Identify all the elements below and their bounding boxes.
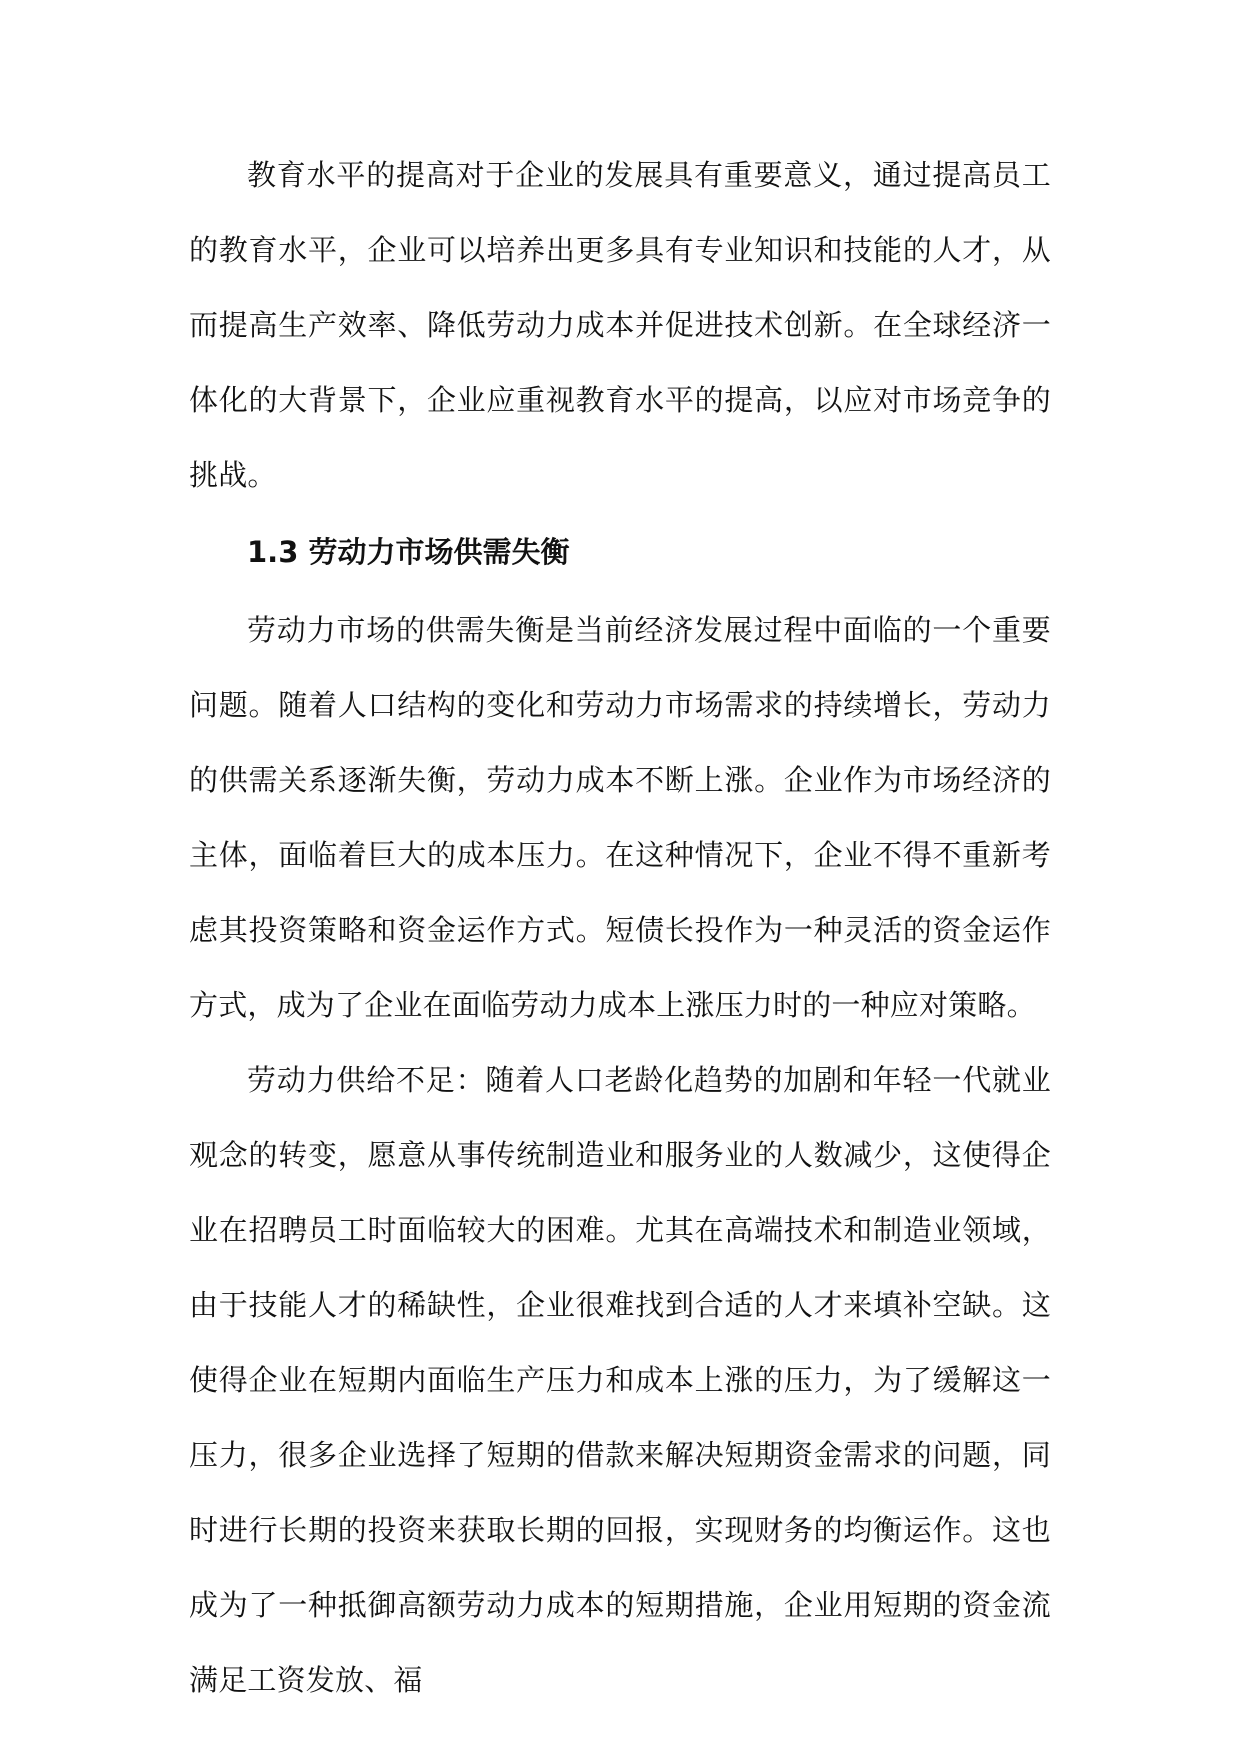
intro-paragraph: 教育水平的提高对于企业的发展具有重要意义，通过提高员工的教育水平，企业可以培养出更多具有专业知识和技能的人才，从而提高生产效率、降低劳动力成本并促进技术创新。在全球经济一体化的大背景下，企业应重视教育水平的提高，以应对市场竞争的挑战。 [189, 158, 1051, 492]
section-paragraph-1: 劳动力市场的供需失衡是当前经济发展过程中面临的一个重要问题。随着人口结构的变化和劳动力市场需求的持续增长，劳动力的供需关系逐渐失衡，劳动力成本不断上涨。企业作为市场经济的主体，面临着巨大的成本压力。在这种情况下，企业不得不重新考虑其投资策略和资金运作方式。短债长投作为一种灵活的资金运作方式，成为了企业在面临劳动力成本上涨压力时的一种应对策略。 [189, 613, 1051, 1022]
document-body [189, 138, 1051, 1718]
section-paragraph-2: 劳动力供给不足：随着人口老龄化趋势的加剧和年轻一代就业观念的转变，愿意从事传统制造业和服务业的人数减少，这使得企业在招聘员工时面临较大的困难。尤其在高端技术和制造业领域，由于技能人才的稀缺性，企业很难找到合适的人才来填补空缺。这使得企业在短期内面临生产压力和成本上涨的压力，为了缓解这一压力，很多企业选择了短期的借款来解决短期资金需求的问题，同时进行长期的投资来获取长期的回报，实现财务的均衡运作。这也成为了一种抵御高额劳动力成本的短期措施，企业用短期的资金流满足工资发放、福 [189, 1063, 1051, 1697]
section-heading: 1.3 劳动力市场供需失衡 [247, 535, 570, 569]
